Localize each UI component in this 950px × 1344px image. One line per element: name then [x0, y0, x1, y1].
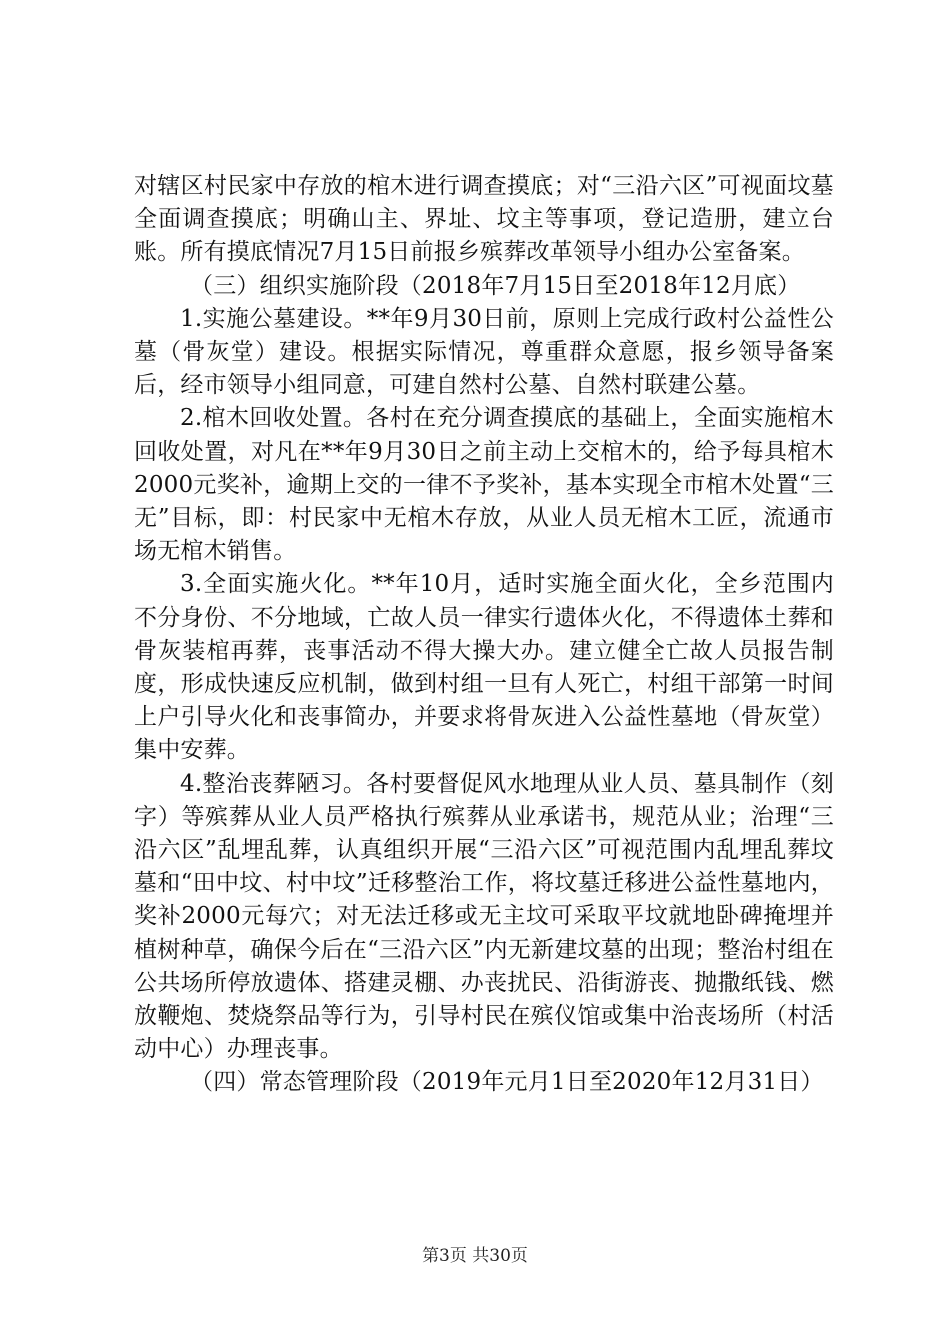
page-footer: 第3页 共30页	[422, 1246, 528, 1266]
paragraph-continuation: 对辖区村民家中存放的棺木进行调查摸底；对“三沿六区”可视面坟墓全面调查摸底；明确山主、界址、坟主等事项，登记造册，建立台账。所有摸底情况7月15日前报乡殡葬改革领导小组办公室备案。	[134, 173, 834, 266]
paragraph-coffin-recovery: 2.棺木回收处置。各村在充分调查摸底的基础上，全面实施棺木回收处置，对凡在**年9月30日之前主动上交棺木的，给予每具棺木2000元奖补，逾期上交的一律不予奖补，基本实现全市棺木处置“三无”目标，即：村民家中无棺木存放，从业人员无棺木工匠，流通市场无棺木销售。	[134, 405, 834, 565]
section-heading-implementation: （三）组织实施阶段（2018年7月15日至2018年12月底）	[190, 272, 801, 299]
document-body	[134, 170, 834, 1100]
section-heading-regular-management: （四）常态管理阶段（2019年元月1日至2020年12月31日）	[190, 1069, 824, 1096]
paragraph-cremation: 3.全面实施火化。**年10月，适时实施全面火化，全乡范围内不分身份、不分地域，亡故人员一律实行遗体火化，不得遗体土葬和骨灰装棺再葬，丧事活动不得大操大办。建立健全亡故人员报告制度，形成快速反应机制，做到村组一旦有人死亡，村组干部第一时间上户引导火化和丧事简办，并要求将骨灰进入公益性墓地（骨灰堂）集中安葬。	[134, 571, 834, 764]
paragraph-funeral-customs: 4.整治丧葬陋习。各村要督促风水地理从业人员、墓具制作（刻字）等殡葬从业人员严格执行殡葬从业承诺书，规范从业；治理“三沿六区”乱埋乱葬，认真组织开展“三沿六区”可视范围内乱埋乱葬坟墓和“田中坟、村中坟”迁移整治工作，将坟墓迁移进公益性墓地内，奖补2000元每穴；对无法迁移或无主坟可采取平坟就地卧碑掩埋并植树种草，确保今后在“三沿六区”内无新建坟墓的出现；整治村组在公共场所停放遗体、搭建灵棚、办丧扰民、沿街游丧、抛撒纸钱、燃放鞭炮、焚烧祭品等行为，引导村民在殡仪馆或集中治丧场所（村活动中心）办理丧事。	[134, 770, 834, 1063]
paragraph-cemetery-construction: 1.实施公墓建设。**年9月30日前，原则上完成行政村公益性公墓（骨灰堂）建设。根据实际情况，尊重群众意愿，报乡领导备案后，经市领导小组同意，可建自然村公墓、自然村联建公墓。	[134, 305, 834, 399]
